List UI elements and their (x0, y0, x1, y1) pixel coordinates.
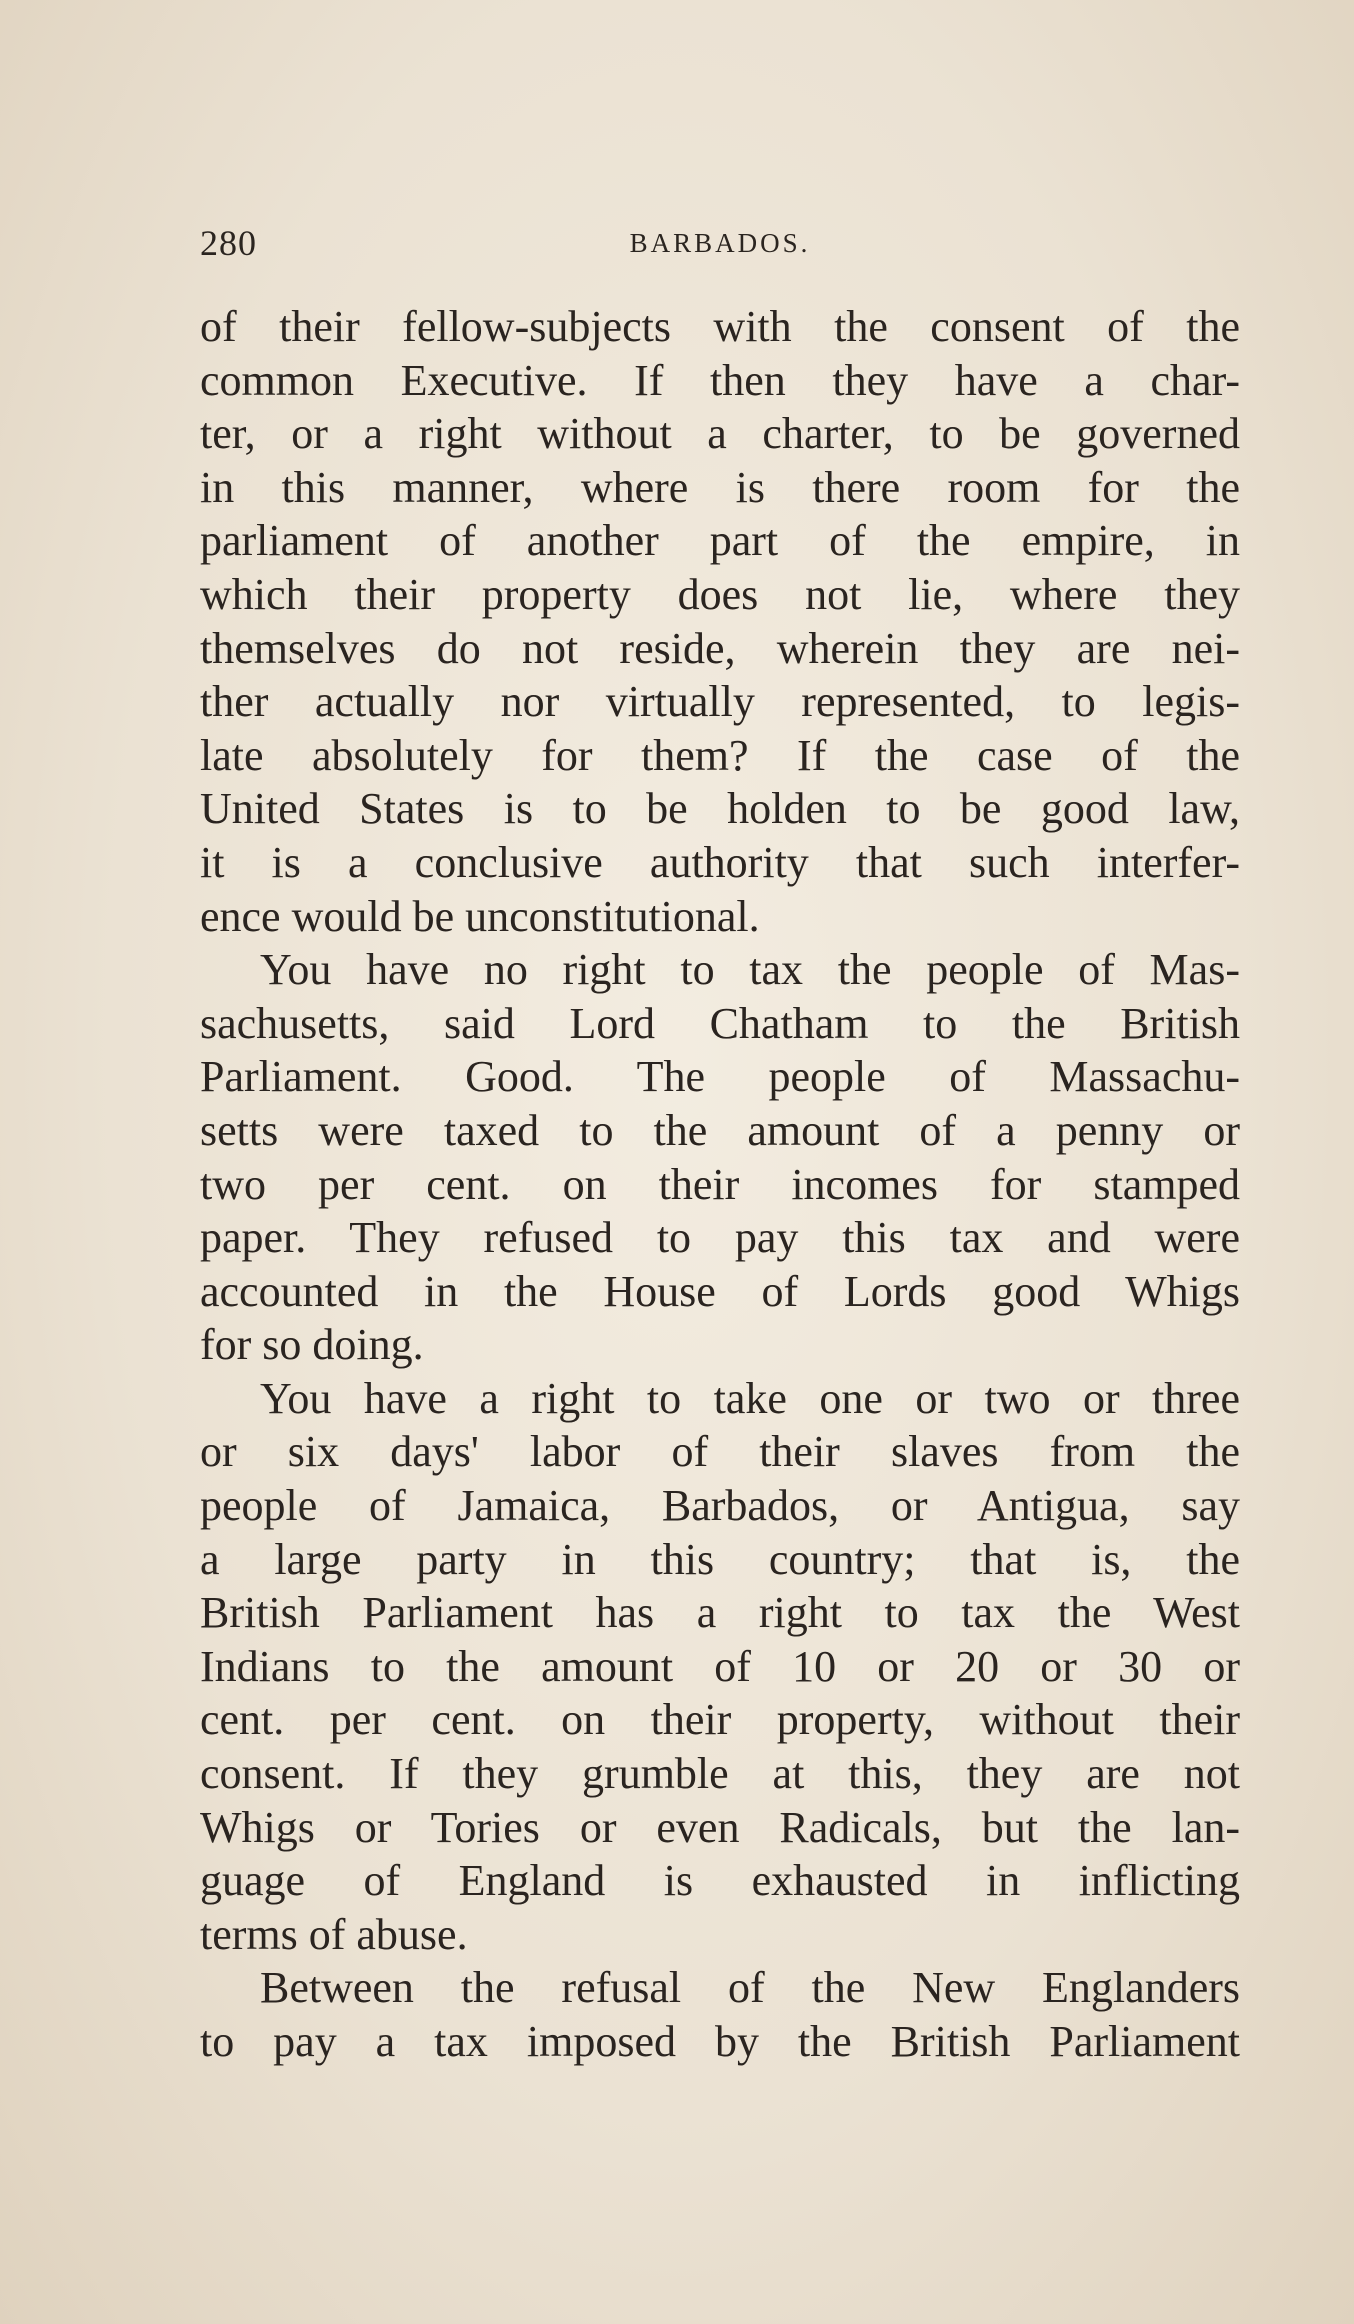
paragraph (200, 943, 1240, 1372)
text-line: ter, or a right without a charter, to be governed (200, 409, 1240, 459)
text-line: Whigs or Tories or even Radicals, but the lan- (200, 1802, 1240, 1852)
text-line: for so doing. (200, 1320, 424, 1370)
text-line: late absolutely for them? If the case of the (200, 730, 1240, 780)
running-title: BARBADOS. (629, 228, 811, 258)
text-line: cent. per cent. on their property, without their (200, 1695, 1240, 1745)
text-line: parliament of another part of the empire, in (200, 516, 1240, 566)
text-line: to pay a tax imposed by the British Parliament (200, 2017, 1240, 2066)
text-line: ence would be unconstitutional. (200, 891, 760, 941)
text-line: of their fellow-subjects with the consent of the (200, 302, 1240, 351)
text-line: setts were taxed to the amount of a penny or (200, 1105, 1240, 1155)
text-line: Indians to the amount of 10 or 20 or 30 or (200, 1641, 1240, 1691)
text-line: in this manner, where is there room for the (200, 462, 1240, 512)
text-line: terms of abuse. (200, 1909, 468, 1959)
text-line: or six days' labor of their slaves from the (200, 1427, 1240, 1477)
page-number: 280 (200, 223, 257, 263)
text-line: which their property does not lie, where they (200, 569, 1240, 619)
text-line: paper. They refused to pay this tax and were (200, 1213, 1240, 1263)
text-line: consent. If they grumble at this, they are not (200, 1749, 1240, 1799)
text-line: themselves do not reside, wherein they are nei- (200, 623, 1240, 673)
text-line: accounted in the House of Lords good Whigs (200, 1266, 1240, 1316)
running-head (200, 222, 1240, 272)
text-line: You have no right to tax the people of Mas- (260, 945, 1240, 995)
text-line: common Executive. If then they have a char- (200, 355, 1240, 405)
text-line: You have a right to take one or two or three (260, 1373, 1240, 1423)
text-line: Between the refusal of the New Englanders (260, 1963, 1240, 2013)
text-line: people of Jamaica, Barbados, or Antigua, say (200, 1481, 1240, 1531)
paragraph (200, 300, 1240, 943)
text-line: United States is to be holden to be good law, (200, 784, 1240, 834)
paragraph (200, 1372, 1240, 1962)
text-line: guage of England is exhausted in inflicting (200, 1856, 1240, 1906)
text-line: a large party in this country; that is, the (200, 1534, 1240, 1584)
text-line: it is a conclusive authority that such interfer- (200, 837, 1240, 887)
paragraph (200, 1961, 1240, 2068)
text-line: two per cent. on their incomes for stamped (200, 1159, 1240, 1209)
text-line: Parliament. Good. The people of Massachu- (200, 1052, 1240, 1102)
text-line: ther actually nor virtually represented, to legis- (200, 677, 1240, 727)
text-line: sachusetts, said Lord Chatham to the British (200, 998, 1240, 1048)
body-text (200, 300, 1240, 2069)
text-line: British Parliament has a right to tax the West (200, 1588, 1240, 1638)
